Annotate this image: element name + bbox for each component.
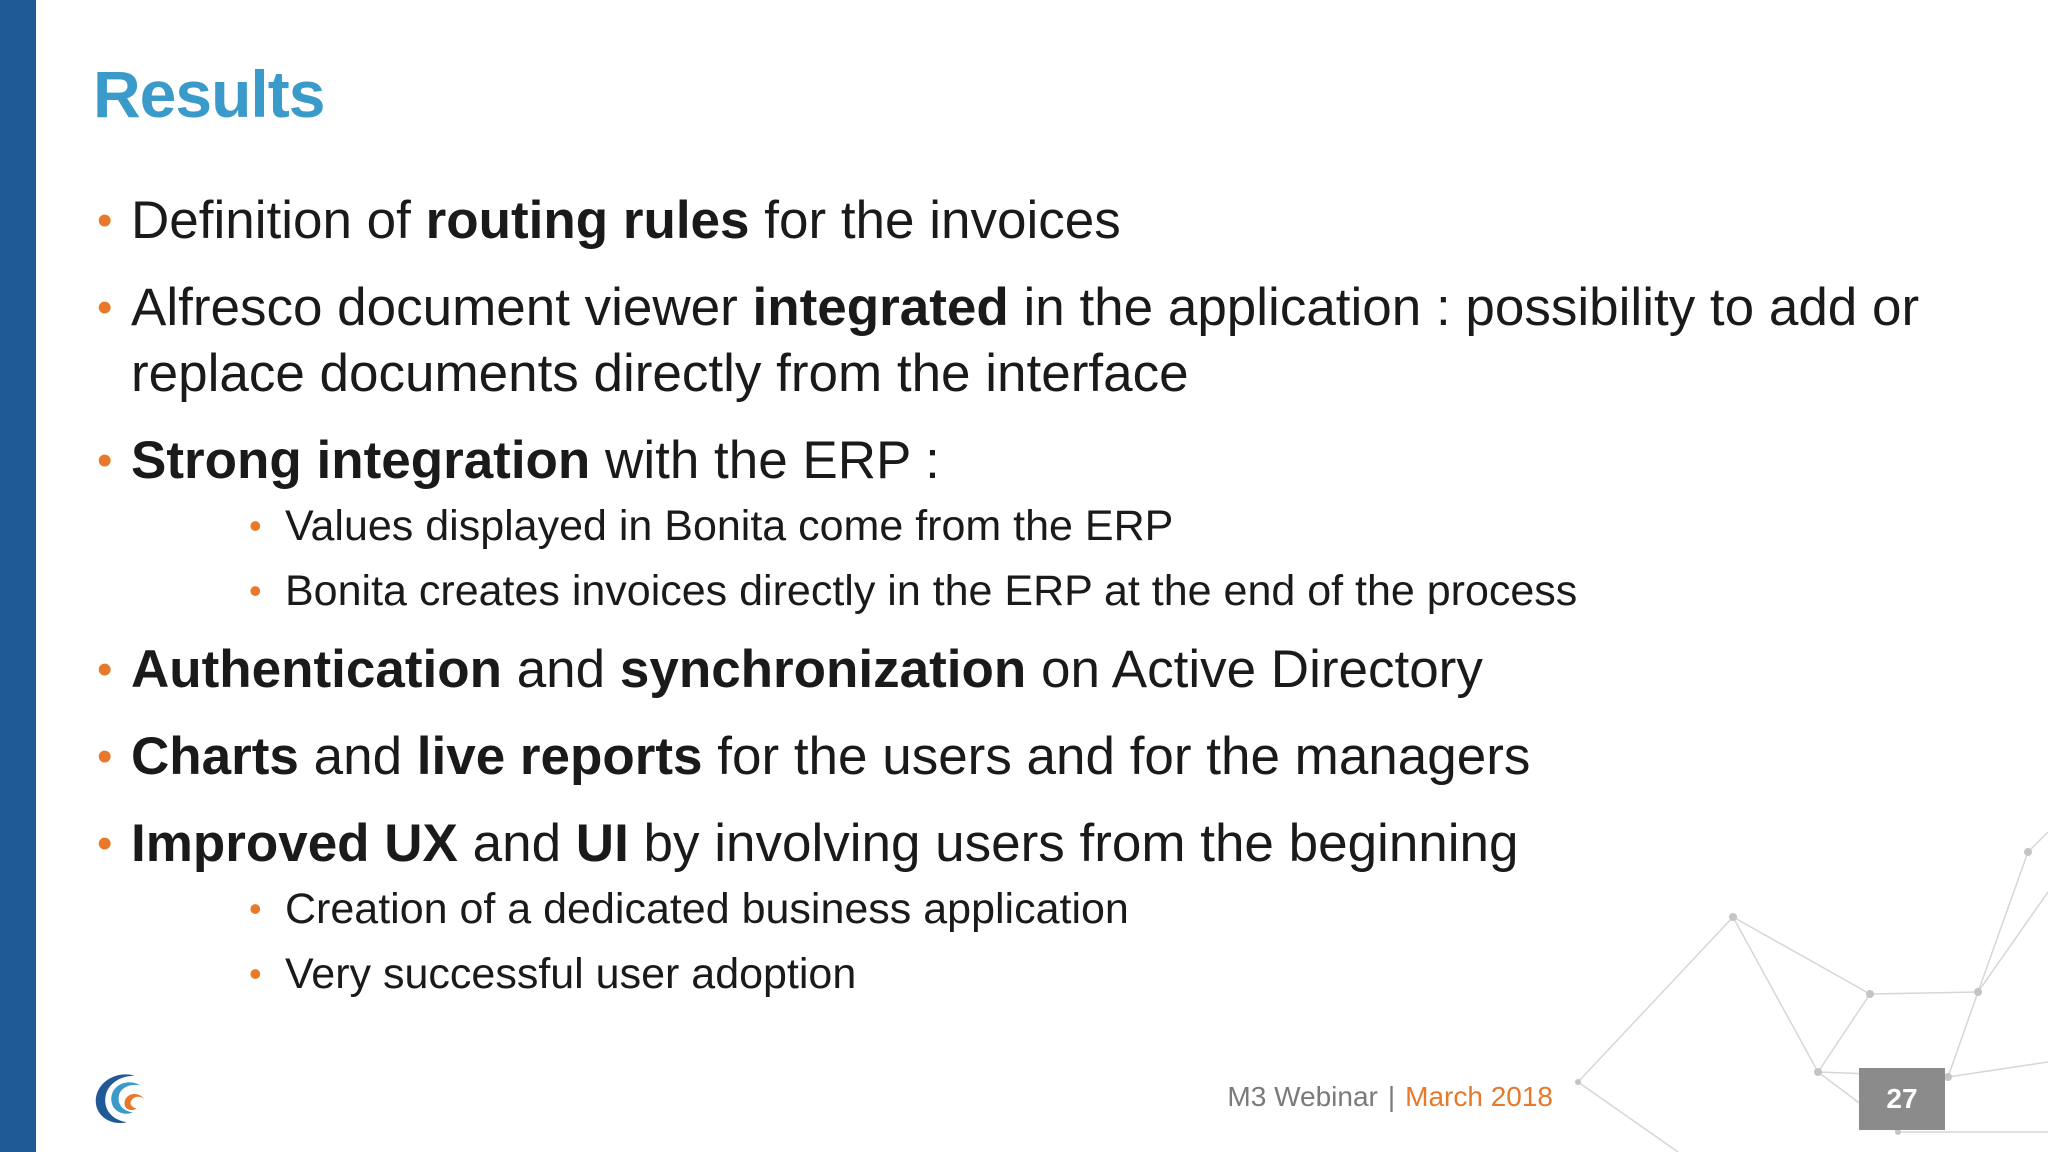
footer-date: March 2018 — [1405, 1081, 1553, 1112]
bullet-item: • Charts and live reports for the users and for the managers — [97, 724, 1977, 790]
bullet-dot-icon: • — [249, 888, 262, 929]
bullet-dot-icon: • — [249, 505, 262, 546]
footer-separator: | — [1387, 1081, 1396, 1112]
sub-bullet-item: • Very successful user adoption — [249, 946, 1977, 1002]
bullet-dot-icon: • — [249, 570, 262, 611]
page-number-badge: 27 — [1859, 1068, 1945, 1130]
bullet-dot-icon: • — [249, 953, 262, 994]
bullet-dot-icon: • — [97, 436, 113, 485]
sub-bullet-item: • Creation of a dedicated business application — [249, 881, 1977, 937]
network-graph-icon — [1528, 832, 2048, 1152]
bullet-dot-icon: • — [97, 732, 113, 781]
swirl-logo-icon — [88, 1066, 150, 1128]
sub-bullet-item: • Bonita creates invoices directly in the ERP at the end of the process — [249, 563, 1977, 619]
bullet-item: • Alfresco document viewer integrated in the application : possibility to add or replace documents directly from the interface — [97, 275, 1977, 407]
footer-event: M3 Webinar — [1227, 1081, 1378, 1112]
footer — [1227, 1081, 1553, 1113]
bullet-dot-icon: • — [97, 819, 113, 868]
bullet-item: • Improved UX and UI by involving users from the beginning — [97, 811, 1977, 877]
bullet-dot-icon: • — [97, 196, 113, 245]
side-accent-bar — [0, 0, 36, 1152]
bullet-item: • Definition of routing rules for the invoices — [97, 188, 1977, 254]
bullet-item: • Strong integration with the ERP : — [97, 428, 1977, 494]
bullet-item: • Authentication and synchronization on Active Directory — [97, 637, 1977, 703]
bullet-dot-icon: • — [97, 645, 113, 694]
bullet-dot-icon: • — [97, 283, 113, 332]
sub-bullet-item: • Values displayed in Bonita come from the ERP — [249, 498, 1977, 554]
slide-title: Results — [93, 57, 325, 131]
